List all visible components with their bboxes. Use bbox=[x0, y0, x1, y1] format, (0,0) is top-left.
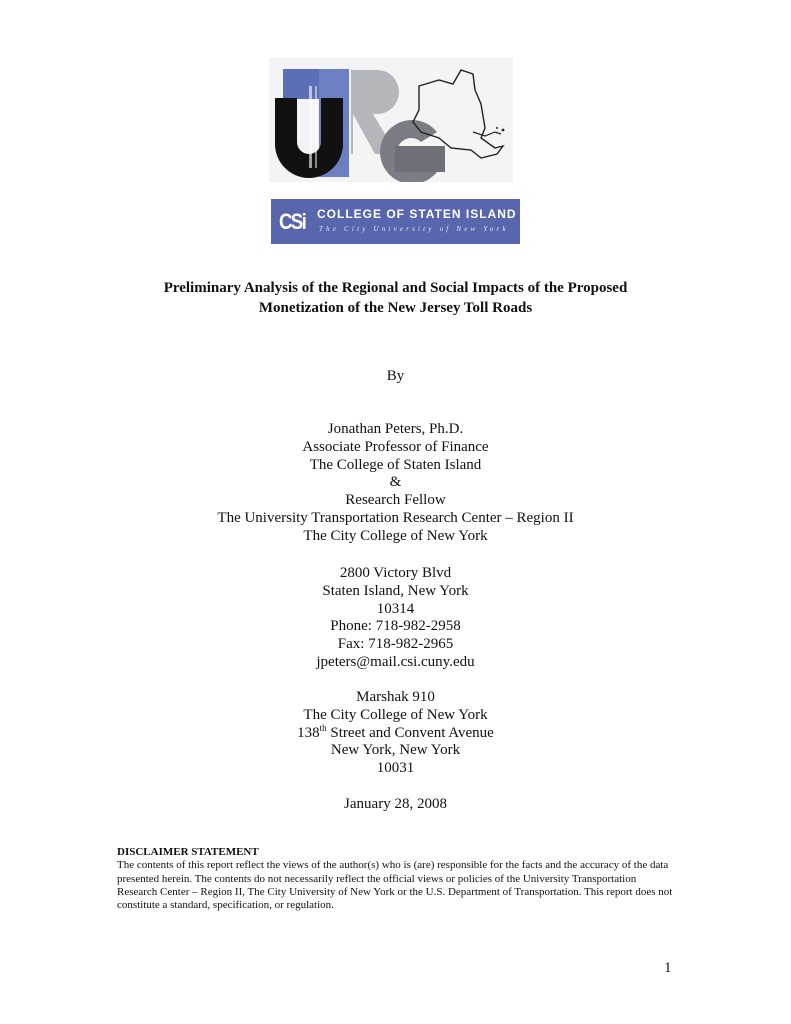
report-title bbox=[100, 278, 691, 318]
disclaimer-title: DISCLAIMER STATEMENT bbox=[117, 846, 259, 858]
author-position: Associate Professor of Finance bbox=[302, 438, 489, 455]
report-title-line-1: Preliminary Analysis of the Regional and Social Impacts of the Proposed bbox=[163, 280, 628, 296]
by-label: By bbox=[386, 368, 405, 384]
author-ampersand: & bbox=[389, 474, 402, 491]
office-street-suffix: th bbox=[319, 722, 327, 733]
office-college: The City College of New York bbox=[303, 706, 488, 723]
address-block bbox=[0, 565, 791, 672]
address-city: Staten Island, New York bbox=[322, 582, 469, 599]
office-street-rest: Street and Convent Avenue bbox=[326, 724, 494, 741]
address-fax: Fax: 718-982-2965 bbox=[337, 636, 454, 653]
author-institution: The College of Staten Island bbox=[309, 456, 482, 473]
address-street: 2800 Victory Blvd bbox=[339, 565, 452, 581]
address-phone: Phone: 718-982-2958 bbox=[330, 618, 461, 635]
disclaimer-body: The contents of this report reflect the views of the author(s) who is (are) responsible for the facts and the accuracy of the data presented herein. The contents do not necessarily reflect the official views or policies of the University Transportation Research Center – Region II, The City University of New York or the U.S. Department of Transportation. This report does not constitute a standard, specification, or regulation. bbox=[117, 859, 673, 912]
csi-logo-subtitle: The City University of New York bbox=[319, 225, 509, 233]
office-city: New York, New York bbox=[330, 742, 461, 759]
author-center: The University Transportation Research Center – Region II bbox=[217, 509, 574, 526]
disclaimer bbox=[117, 846, 677, 912]
address-email[interactable]: jpeters@mail.csi.cuny.edu bbox=[316, 653, 475, 670]
page-number: 1 bbox=[664, 960, 672, 976]
author-role: Research Fellow bbox=[345, 492, 446, 509]
csi-logo bbox=[271, 199, 520, 244]
report-date: January 28, 2008 bbox=[344, 796, 447, 812]
report-title-line-2: Monetization of the New Jersey Toll Roads bbox=[258, 300, 533, 316]
author-name: Jonathan Peters, Ph.D. bbox=[327, 421, 464, 437]
office-block bbox=[0, 689, 791, 778]
office-zip: 10031 bbox=[376, 760, 415, 777]
author-block bbox=[0, 421, 791, 546]
csi-logo-name: COLLEGE OF STATEN ISLAND bbox=[317, 207, 517, 221]
address-zip: 10314 bbox=[376, 600, 415, 617]
utrc-logo bbox=[269, 58, 513, 182]
office-room: Marshak 910 bbox=[356, 689, 435, 705]
author-college: The City College of New York bbox=[303, 527, 488, 544]
office-street bbox=[0, 722, 791, 743]
csi-logo-mark: CSi bbox=[279, 209, 306, 234]
office-street-number: 138 bbox=[297, 724, 320, 741]
